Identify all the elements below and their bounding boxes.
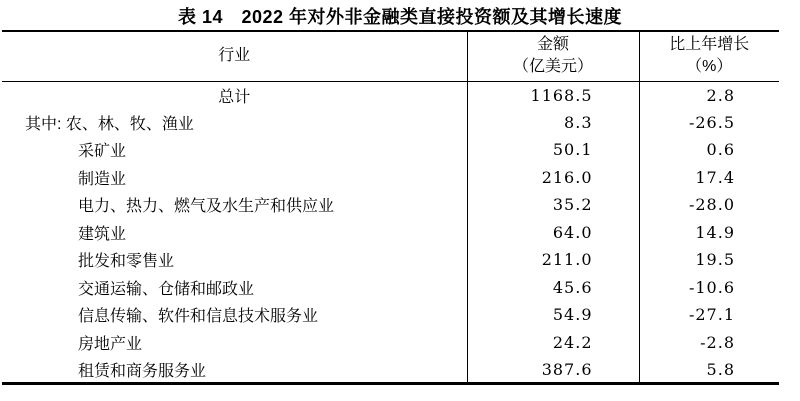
industry-cell: 建筑业 (2, 219, 467, 247)
industry-cell: 采矿业 (2, 136, 467, 164)
growth-cell: -28.0 (688, 195, 735, 215)
growth-cell: -26.5 (688, 112, 735, 132)
table-row (2, 81, 779, 109)
growth-cell: -27.1 (688, 305, 735, 325)
growth-cell: 0.6 (706, 140, 735, 160)
investment-table (2, 30, 779, 385)
table-row (2, 191, 779, 219)
table-row (2, 274, 779, 302)
growth-cell: -2.8 (700, 332, 735, 352)
growth-cell: -10.6 (688, 277, 735, 297)
column-header-amount (467, 31, 639, 81)
table-row (2, 164, 779, 192)
amount-cell: 8.3 (467, 109, 639, 137)
industry-cell: 总计 (2, 81, 467, 109)
table-header-row (2, 31, 779, 81)
column-header-growth (639, 31, 779, 81)
industry-cell: 批发和零售业 (2, 246, 467, 274)
industry-cell: 房地产业 (2, 329, 467, 357)
growth-cell: 5.8 (706, 359, 735, 379)
growth-cell: 17.4 (695, 167, 735, 187)
industry-cell: 制造业 (2, 164, 467, 192)
table-row (2, 219, 779, 247)
amount-cell: 24.2 (467, 329, 639, 357)
industry-cell: 电力、热力、燃气及水生产和供应业 (2, 191, 467, 219)
amount-cell: 1168.5 (467, 81, 639, 109)
amount-cell: 216.0 (467, 164, 639, 192)
industry-cell: 其中: 农、林、牧、渔业 (2, 109, 467, 137)
amount-cell: 45.6 (467, 274, 639, 302)
growth-cell: 2.8 (706, 85, 735, 105)
column-header-growth-line1: 比上年增长 (669, 36, 750, 54)
table-row (2, 356, 779, 384)
amount-cell: 64.0 (467, 219, 639, 247)
amount-cell: 54.9 (467, 301, 639, 329)
amount-cell: 211.0 (467, 246, 639, 274)
page-title: 表 14 2022 年对外非金融类直接投资额及其增长速度 (177, 7, 623, 27)
column-header-amount-line2: （亿美元） (512, 58, 593, 76)
growth-cell: 19.5 (695, 250, 735, 270)
table-row (2, 329, 779, 357)
amount-cell: 387.6 (467, 356, 639, 384)
industry-cell: 交通运输、仓储和邮政业 (2, 274, 467, 302)
industry-cell: 信息传输、软件和信息技术服务业 (2, 301, 467, 329)
column-header-growth-line2: （%） (686, 58, 733, 76)
growth-cell: 14.9 (695, 222, 735, 242)
column-header-industry (2, 31, 467, 81)
amount-cell: 35.2 (467, 191, 639, 219)
table-row (2, 246, 779, 274)
column-header-industry-label: 行业 (218, 47, 251, 65)
table-row (2, 109, 779, 137)
industry-cell: 租赁和商务服务业 (2, 356, 467, 384)
column-header-amount-line1: 金额 (536, 36, 569, 54)
amount-cell: 50.1 (467, 136, 639, 164)
table-row (2, 136, 779, 164)
table-row (2, 301, 779, 329)
